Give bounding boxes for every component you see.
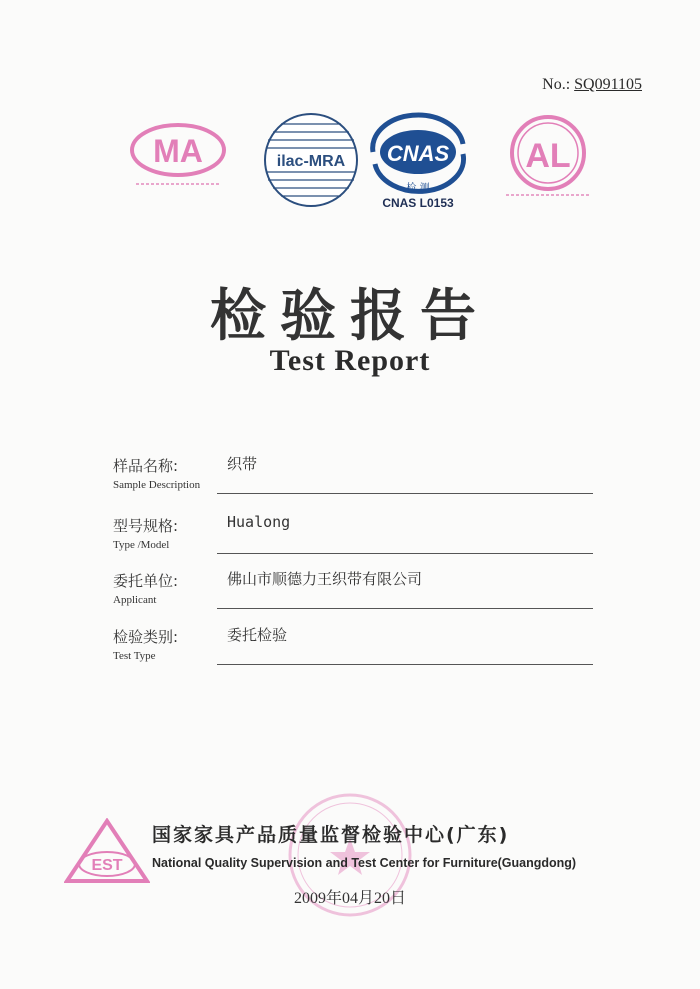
field-label-cn: 样品名称:: [113, 457, 179, 475]
institution-name-cn: 国家家具产品质量监督检验中心(广东): [152, 824, 510, 846]
field-underline: [217, 608, 593, 609]
report-number: [542, 76, 642, 94]
field-value: 佛山市顺德力王织带有限公司: [227, 570, 423, 588]
field-underline: [217, 493, 593, 494]
field-underline: [217, 553, 593, 554]
field-label-cn: 型号规格:: [113, 517, 179, 535]
field-type-model: [113, 515, 593, 565]
ma-logo-text: MA: [153, 133, 203, 169]
cnas-logo-code: CNAS L0153: [382, 196, 454, 210]
field-value: Hualong: [227, 513, 291, 531]
report-title-cn: 检验报告: [210, 283, 490, 349]
ma-logo: [128, 122, 228, 188]
est-logo-text: EST: [91, 857, 123, 874]
field-value: 织带: [227, 455, 258, 473]
ilac-mra-logo-text: ilac-MRA: [276, 153, 346, 170]
field-label-cn: 检验类别:: [113, 628, 179, 646]
field-label-cn: 委托单位:: [113, 572, 179, 590]
report-number-value: SQ091105: [574, 76, 642, 93]
field-label-en: Applicant: [113, 594, 157, 606]
cnas-logo-sub: 检 测: [406, 183, 430, 194]
al-logo-text: AL: [525, 137, 571, 175]
field-label-en: Type /Model: [113, 539, 170, 551]
report-number-label: No.:: [542, 76, 571, 93]
est-logo: [64, 818, 150, 884]
report-date: 2009年04月20日: [293, 890, 406, 907]
field-underline: [217, 664, 593, 665]
al-logo: [500, 115, 596, 199]
field-label-en: Test Type: [113, 650, 156, 662]
field-test-type: [113, 626, 593, 676]
ilac-mra-logo: [263, 112, 359, 208]
institution-name-en: National Quality Supervision and Test Center for Furniture(Guangdong): [152, 856, 577, 870]
field-label-en: Sample Description: [113, 479, 201, 491]
report-title-en: Test Report: [269, 344, 431, 377]
cnas-logo-text: CNAS: [386, 141, 450, 166]
field-sample-description: [113, 455, 593, 505]
field-applicant: [113, 570, 593, 620]
cnas-logo: [363, 108, 473, 214]
field-value: 委托检验: [227, 626, 288, 644]
